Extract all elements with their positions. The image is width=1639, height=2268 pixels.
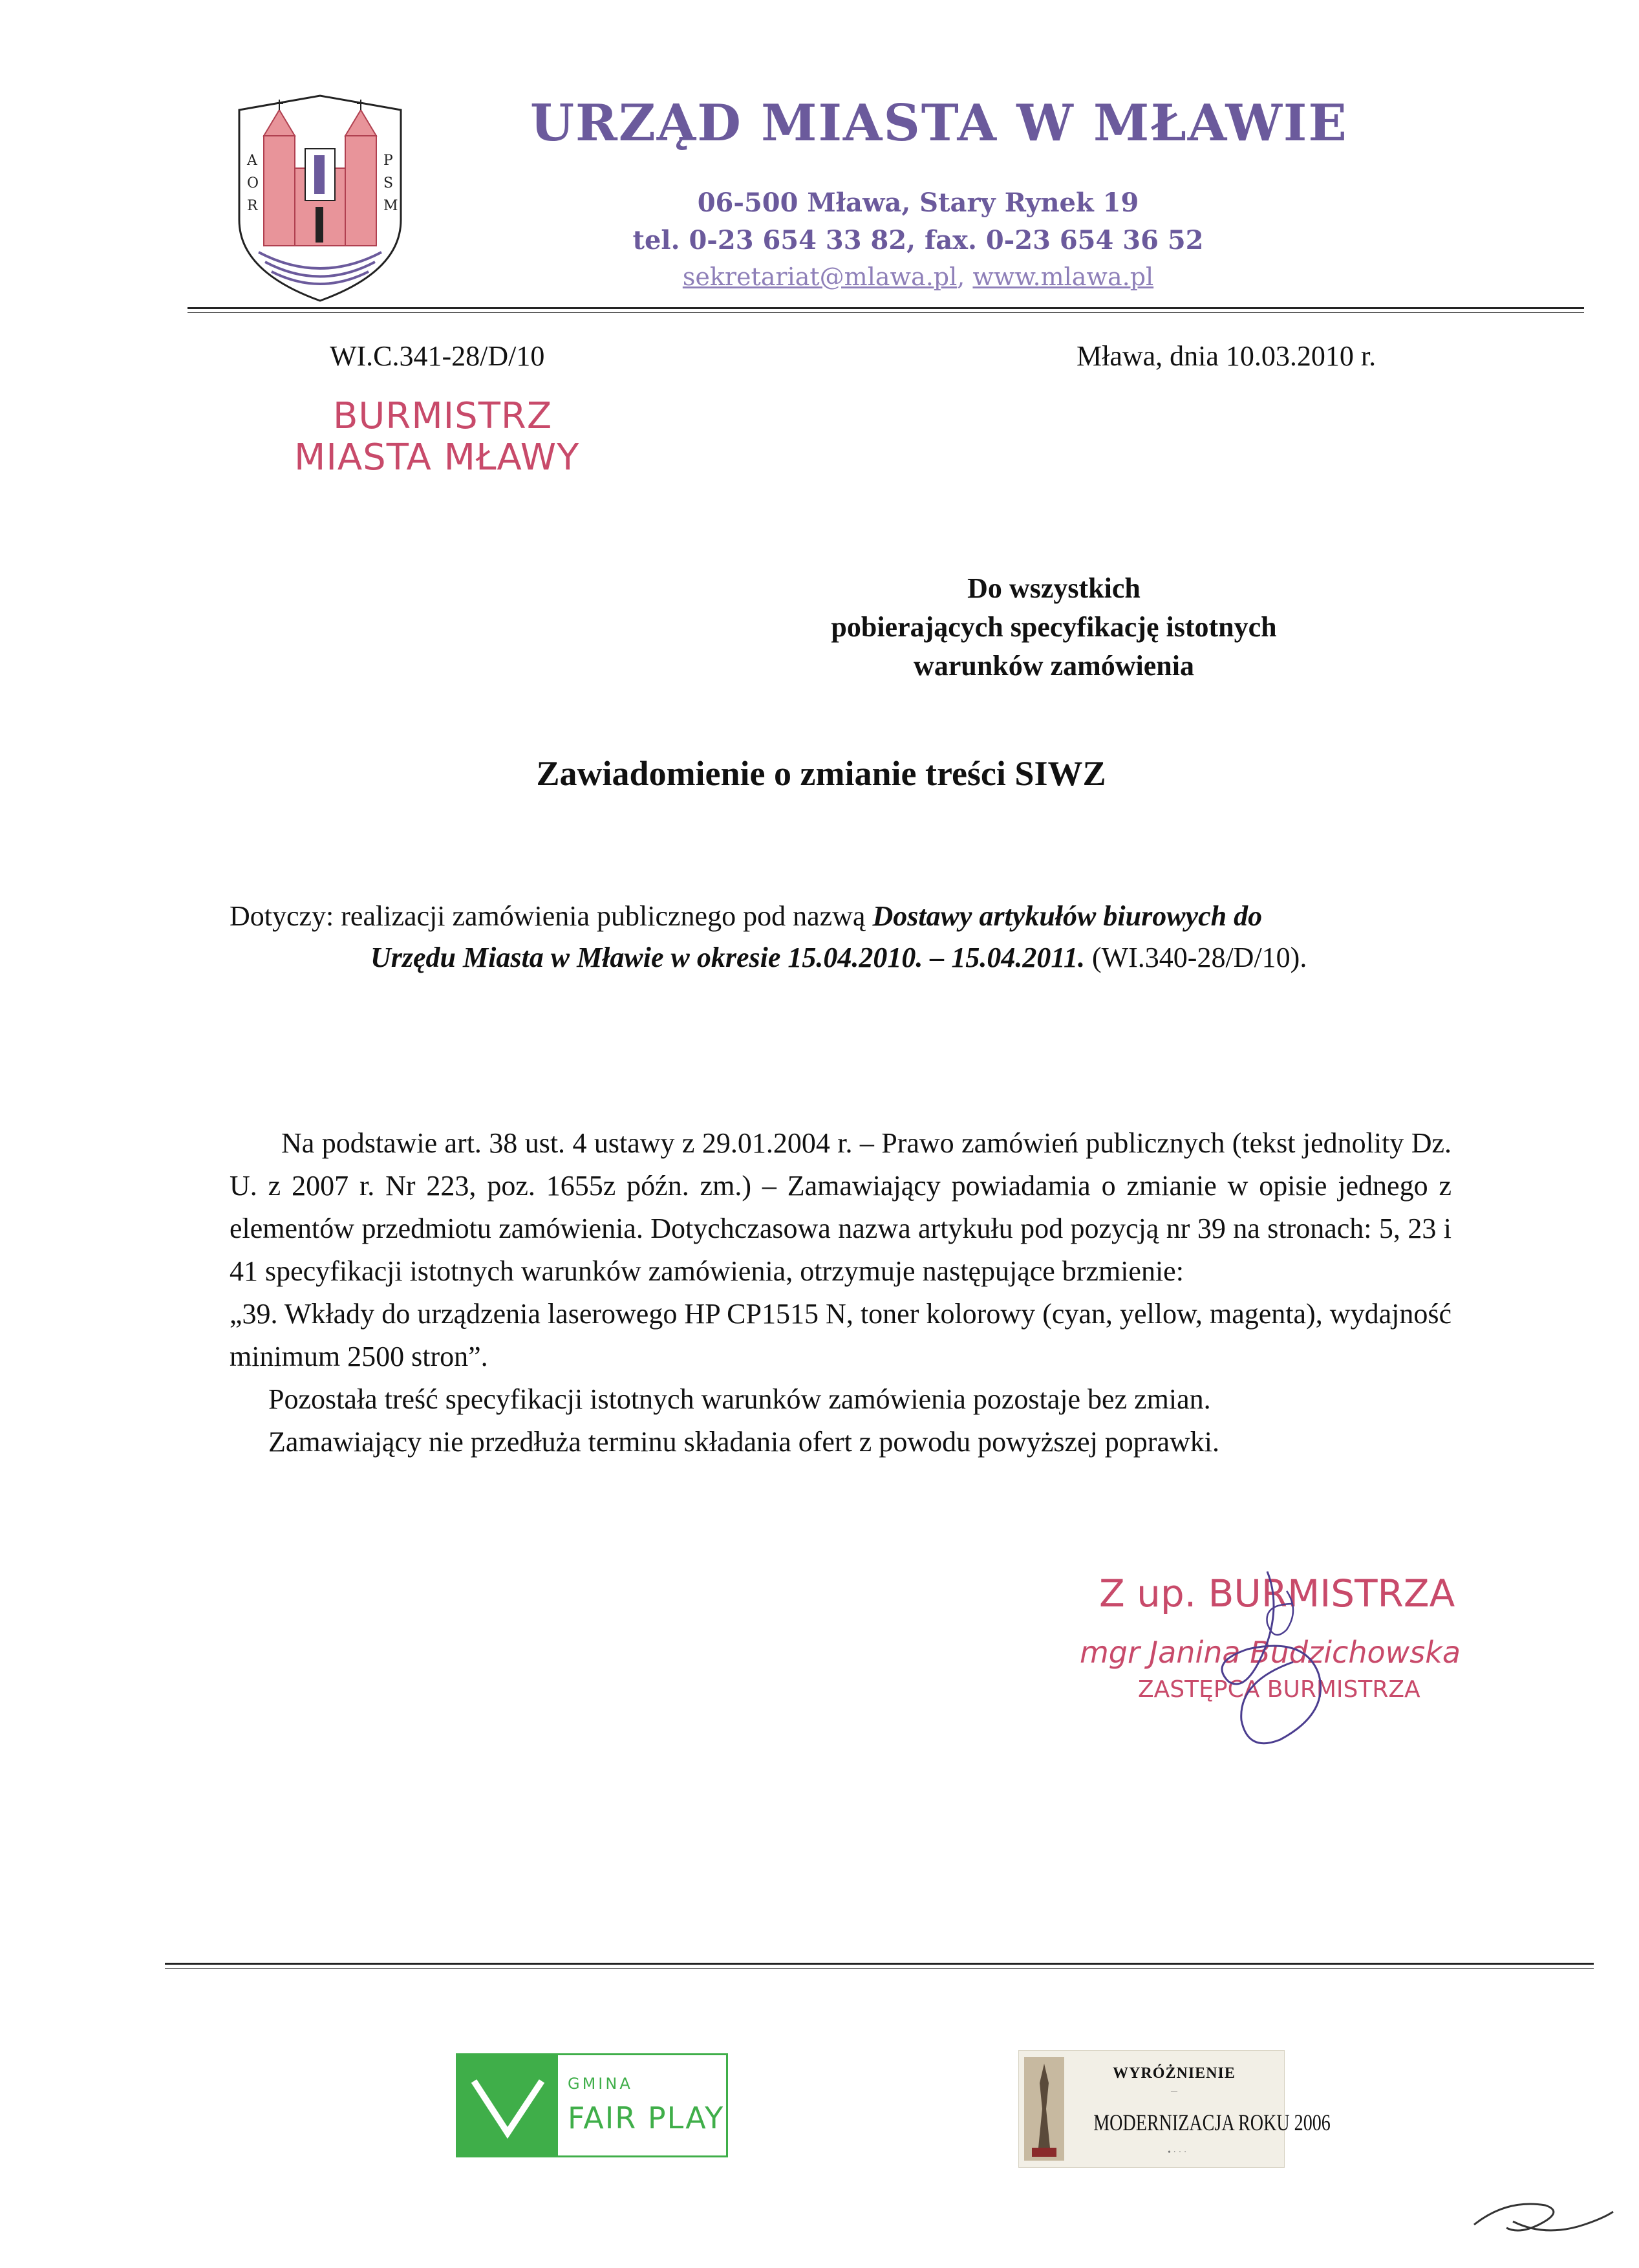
footer-divider-thin — [165, 1968, 1594, 1969]
concerns-suffix: (WI.340-28/D/10). — [1091, 942, 1307, 973]
email-link[interactable]: sekretariat@mlawa.pl — [682, 263, 958, 291]
crest-letter: R — [247, 198, 258, 214]
contact-separator: , — [957, 263, 965, 291]
body-paragraph-2: Pozostała treść specyfikacji istotnych warunków zamówienia pozostaje bez zmian. — [268, 1383, 1211, 1415]
concerns-paragraph — [230, 896, 1452, 978]
award-title: WYRÓŻNIENIE — [1113, 2065, 1236, 2082]
fair-play-check-icon — [458, 2055, 558, 2155]
award-statue-icon — [1024, 2057, 1064, 2161]
award-subtitle-line: — — [1171, 2088, 1177, 2095]
document-subject-title: Zawiadomienie o zmianie treści SIWZ — [536, 754, 1106, 793]
crest-letter: O — [247, 175, 259, 191]
crest-letter: S — [383, 175, 394, 191]
award-name: MODERNIZACJA ROKU 2006 — [1093, 2110, 1331, 2135]
mayor-stamp — [294, 396, 579, 479]
addressee-block — [763, 569, 1345, 686]
signature-stamp-line2: mgr Janina Budzichowska — [1080, 1635, 1461, 1670]
award-badge — [1018, 2050, 1331, 2168]
footer-divider — [165, 1963, 1594, 1965]
office-contact-links — [562, 263, 1274, 291]
body-quote: „39. Wkłady do urządzenia laserowego HP CP1515 N, toner kolorowy (cyan, yellow, magenta), wydajność minimum 2500 stron”. — [230, 1298, 1452, 1372]
body-paragraph-3: Zamawiający nie przedłuża terminu składania ofert z powodu powyższej poprawki. — [268, 1426, 1219, 1458]
fair-play-small-label: GMINA — [568, 2075, 633, 2093]
signature-stamp-line3: ZASTĘPCA BURMISTRZA — [1138, 1676, 1420, 1703]
procurement-title-part2: Urzędu Miasta w Mławie w okresie 15.04.2010. – 15.04.2011. — [370, 942, 1085, 973]
body-paragraph-1: Na podstawie art. 38 ust. 4 ustawy z 29.01.2004 r. – Prawo zamówień publicznych (tekst jednolity Dz. U. z 2007 r. Nr 223, poz. 1655z późn. zm.) – Zamawiający powiadamia o zmianie w opisie jednego z elementów przedmiotu zamówienia. Dotychczasowa nazwa artykułu pod pozycją nr 39 na stronach: 5, 23 i 41 specyfikacji istotnych warunków zamówienia, otrzymuje następujące brzmienie: — [230, 1127, 1452, 1287]
mayor-stamp-line1: BURMISTRZ — [333, 395, 553, 437]
office-phone-fax: tel. 0-23 654 33 82, fax. 0-23 654 36 52 — [632, 225, 1204, 255]
date-line: Mława, dnia 10.03.2010 r. — [1077, 340, 1377, 372]
office-title: URZĄD MIASTA W MŁAWIE — [530, 94, 1348, 153]
addressee-line1: Do wszystkich — [967, 572, 1141, 604]
signature-stamp-line1: Z up. BURMISTRZA — [1099, 1571, 1455, 1615]
reference-number: WI.C.341-28/D/10 — [330, 340, 545, 372]
handwritten-initial — [1468, 2186, 1616, 2251]
header-divider-thin — [187, 312, 1584, 313]
crest-letter: M — [383, 198, 398, 214]
mayor-stamp-line2: MIASTA MŁAWY — [294, 437, 580, 479]
award-fine-print: • · · · — [1168, 2148, 1187, 2157]
letter-body — [230, 1122, 1452, 1463]
crest-letter: P — [383, 153, 393, 169]
city-crest-logo — [233, 91, 407, 304]
addressee-line2: pobierających specyfikację istotnych — [831, 611, 1277, 643]
addressee-line3: warunków zamówienia — [914, 650, 1194, 682]
crest-letter: A — [247, 153, 257, 169]
office-address: 06-500 Mława, Stary Rynek 19 — [697, 188, 1139, 218]
handwritten-signature — [1190, 1565, 1358, 1759]
concerns-prefix: Dotyczy: realizacji zamówienia publicznego pod nazwą — [230, 900, 866, 932]
fair-play-label: FAIR PLAY — [568, 2101, 725, 2135]
website-link[interactable]: www.mlawa.pl — [972, 263, 1154, 291]
procurement-title-part1: Dostawy artykułów biurowych do — [872, 900, 1263, 932]
fair-play-logo — [456, 2053, 728, 2157]
header-divider — [187, 307, 1584, 309]
